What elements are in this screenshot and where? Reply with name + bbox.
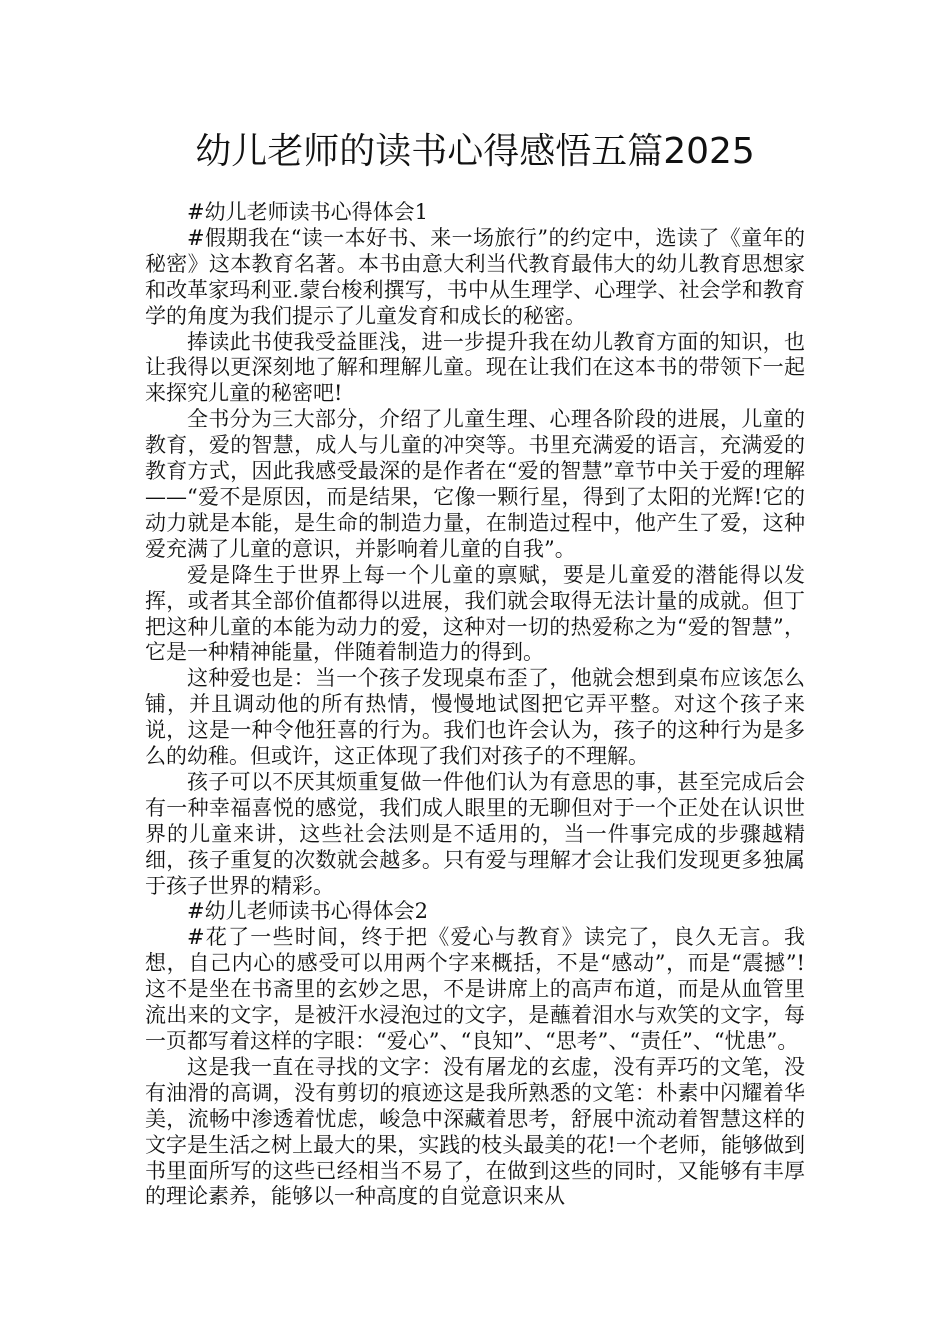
paragraph: #假期我在“读一本好书、来一场旅行”的约定中，选读了《童年的秘密》这本教育名著。本书由意大利当代教育最伟大的幼儿教育思想家和改革家玛利亚.蒙台梭利撰写，书中从生理学、心理学、社会学和教育学的角度为我们提示了儿童发育和成长的秘密。 (145, 225, 805, 328)
document-title: 幼儿老师的读书心得感悟五篇2025 (195, 131, 755, 172)
paragraph: 这种爱也是：当一个孩子发现桌布歪了，他就会想到桌布应该怎么铺，并且调动他的所有热情，慢慢地试图把它弄平整。对这个孩子来说，这是一种令他狂喜的行为。我们也许会认为，孩子的这种行为是多么的幼稚。但或许，这正体现了我们对孩子的不理解。 (145, 666, 805, 769)
paragraph: 爱是降生于世界上每一个儿童的禀赋，要是儿童爱的潜能得以发挥，或者其全部价值都得以进展，我们就会取得无法计量的成就。但丁把这种儿童的本能为动力的爱，这种对一切的热爱称之为“爱的智慧”，它是一种精神能量，伴随着制造力的得到。 (145, 562, 805, 665)
section-heading-1: #幼儿老师读书心得体会1 (187, 200, 428, 224)
section-heading-2: #幼儿老师读书心得体会2 (187, 899, 428, 924)
paragraph: #花了一些时间，终于把《爱心与教育》读完了，良久无言。我想，自己内心的感受可以用两个字来概括，不是“感动”，而是“震撼”!这不是坐在书斋里的玄妙之思，不是讲席上的高声布道，而是从血管里流出来的文字，是被汗水浸泡过的文字，是蘸着泪水与欢笑的文字，每一页都写着这样的字眼：“爱心”、“良知”、“思考”、“责任”、“忧患”。 (145, 925, 805, 1053)
paragraph: 全书分为三大部分，介绍了儿童生理、心理各阶段的进展，儿童的教育，爱的智慧，成人与儿童的冲突等。书里充满爱的语言，充满爱的教育方式，因此我感受最深的是作者在“爱的智慧”章节中关于爱的理解——“爱不是原因，而是结果，它像一颗行星，得到了太阳的光辉!它的动力就是本能，是生命的制造力量，在制造过程中，他产生了爱，这种爱充满了儿童的意识，并影响着儿童的自我”。 (145, 407, 805, 561)
paragraph: 孩子可以不厌其烦重复做一件他们认为有意思的事，甚至完成后会有一种幸福喜悦的感觉，我们成人眼里的无聊但对于一个正处在认识世界的儿童来讲，这些社会法则是不适用的，当一件事完成的步骤越精细，孩子重复的次数就会越多。只有爱与理解才会让我们发现更多独属于孩子世界的精彩。 (145, 769, 805, 898)
document-body (145, 200, 805, 1210)
paragraph: 这是我一直在寻找的文字：没有屠龙的玄虚，没有弄巧的文笔，没有油滑的高调，没有剪切的痕迹这是我所熟悉的文笔：朴素中闪耀着华美，流畅中渗透着忧虑，峻急中深藏着思考，舒展中流动着智慧这样的文字是生活之树上最大的果，实践的枝头最美的花!一个老师，能够做到书里面所写的这些已经相当不易了，在做到这些的同时，又能够有丰厚的理论素养，能够以一种高度的自觉意识来从 (145, 1054, 805, 1209)
paragraph: 捧读此书使我受益匪浅，进一步提升我在幼儿教育方面的知识，也让我得以更深刻地了解和理解儿童。现在让我们在这本书的带领下一起来探究儿童的秘密吧! (145, 329, 805, 406)
